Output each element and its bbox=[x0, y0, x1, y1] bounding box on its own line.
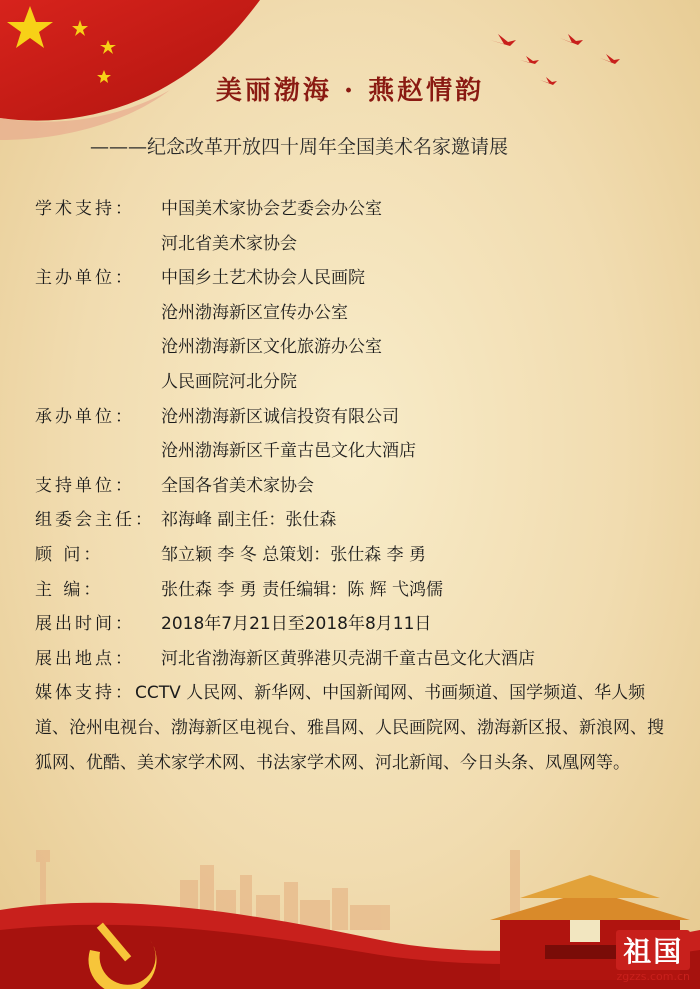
row-label: 展出地点： bbox=[35, 648, 135, 669]
info-row bbox=[35, 330, 675, 365]
info-row bbox=[35, 365, 675, 400]
watermark-logo bbox=[616, 930, 690, 983]
row-value: 祁海峰 副主任：张仕森 bbox=[161, 510, 337, 531]
info-row bbox=[35, 261, 675, 296]
row-value: 沧州渤海新区千童古邑文化大酒店 bbox=[161, 441, 416, 462]
info-list bbox=[35, 192, 675, 780]
row-label: 顾 问： bbox=[35, 544, 104, 565]
row-value: 中国美术家协会艺委会办公室 bbox=[161, 199, 382, 219]
info-row bbox=[35, 469, 675, 504]
media-value: CCTV 人民网、新华网、中国新闻网、书画频道、国学频道、华人频道、沧州电视台、渤海新区电视台、雅昌网、人民画院网、渤海新区报、新浪网、搜狐网、优酷、美术家学术网、书法家学术网、河北新闻、今日头条、凤凰网等。 bbox=[35, 683, 664, 773]
row-label bbox=[35, 227, 161, 262]
row-label bbox=[35, 365, 161, 400]
info-row bbox=[35, 400, 675, 435]
row-label: 展出时间： bbox=[35, 614, 135, 635]
row-value: 全国各省美术家协会 bbox=[161, 475, 314, 496]
row-label: 主办单位： bbox=[35, 268, 135, 289]
row-label bbox=[35, 330, 161, 365]
row-label: 组委会主任： bbox=[35, 510, 155, 531]
row-label: 学术支持： bbox=[35, 199, 135, 219]
watermark-url: zgzzs.com.cn bbox=[616, 970, 690, 983]
info-row bbox=[35, 538, 675, 573]
row-value: 沧州渤海新区文化旅游办公室 bbox=[161, 337, 382, 358]
bottom-decoration bbox=[0, 820, 700, 989]
row-value: 中国乡土艺术协会人民画院 bbox=[161, 268, 365, 289]
page-subtitle: ———纪念改革开放四十周年全国美术名家邀请展 bbox=[90, 136, 509, 158]
watermark-brand: 祖国 bbox=[616, 930, 690, 970]
row-value: 张仕森 李 勇 责任编辑：陈 辉 弋鸿儒 bbox=[161, 579, 444, 600]
media-label: 媒体支持： bbox=[35, 683, 135, 704]
row-value: 河北省渤海新区黄骅港贝壳湖千童古邑文化大酒店 bbox=[161, 648, 535, 669]
info-row bbox=[35, 192, 675, 227]
row-value: 邹立颖 李 冬 总策划：张仕森 李 勇 bbox=[161, 544, 427, 565]
info-row bbox=[35, 642, 675, 677]
row-label: 主 编： bbox=[35, 579, 104, 600]
row-value: 2018年7月21日至2018年8月11日 bbox=[161, 614, 432, 635]
row-label bbox=[35, 434, 161, 469]
row-value: 人民画院河北分院 bbox=[161, 371, 297, 392]
info-row bbox=[35, 434, 675, 469]
row-label: 支持单位： bbox=[35, 475, 135, 496]
row-label bbox=[35, 296, 161, 331]
row-value: 沧州渤海新区宣传办公室 bbox=[161, 302, 348, 323]
info-row bbox=[35, 607, 675, 642]
row-value: 沧州渤海新区诚信投资有限公司 bbox=[161, 406, 399, 427]
info-row bbox=[35, 296, 675, 331]
media-support bbox=[35, 676, 675, 780]
row-value: 河北省美术家协会 bbox=[161, 233, 297, 254]
info-row bbox=[35, 503, 675, 538]
row-label: 承办单位： bbox=[35, 406, 135, 427]
info-row bbox=[35, 573, 675, 608]
info-row bbox=[35, 227, 675, 262]
page-title: 美丽渤海 · 燕赵情韵 bbox=[215, 76, 485, 106]
